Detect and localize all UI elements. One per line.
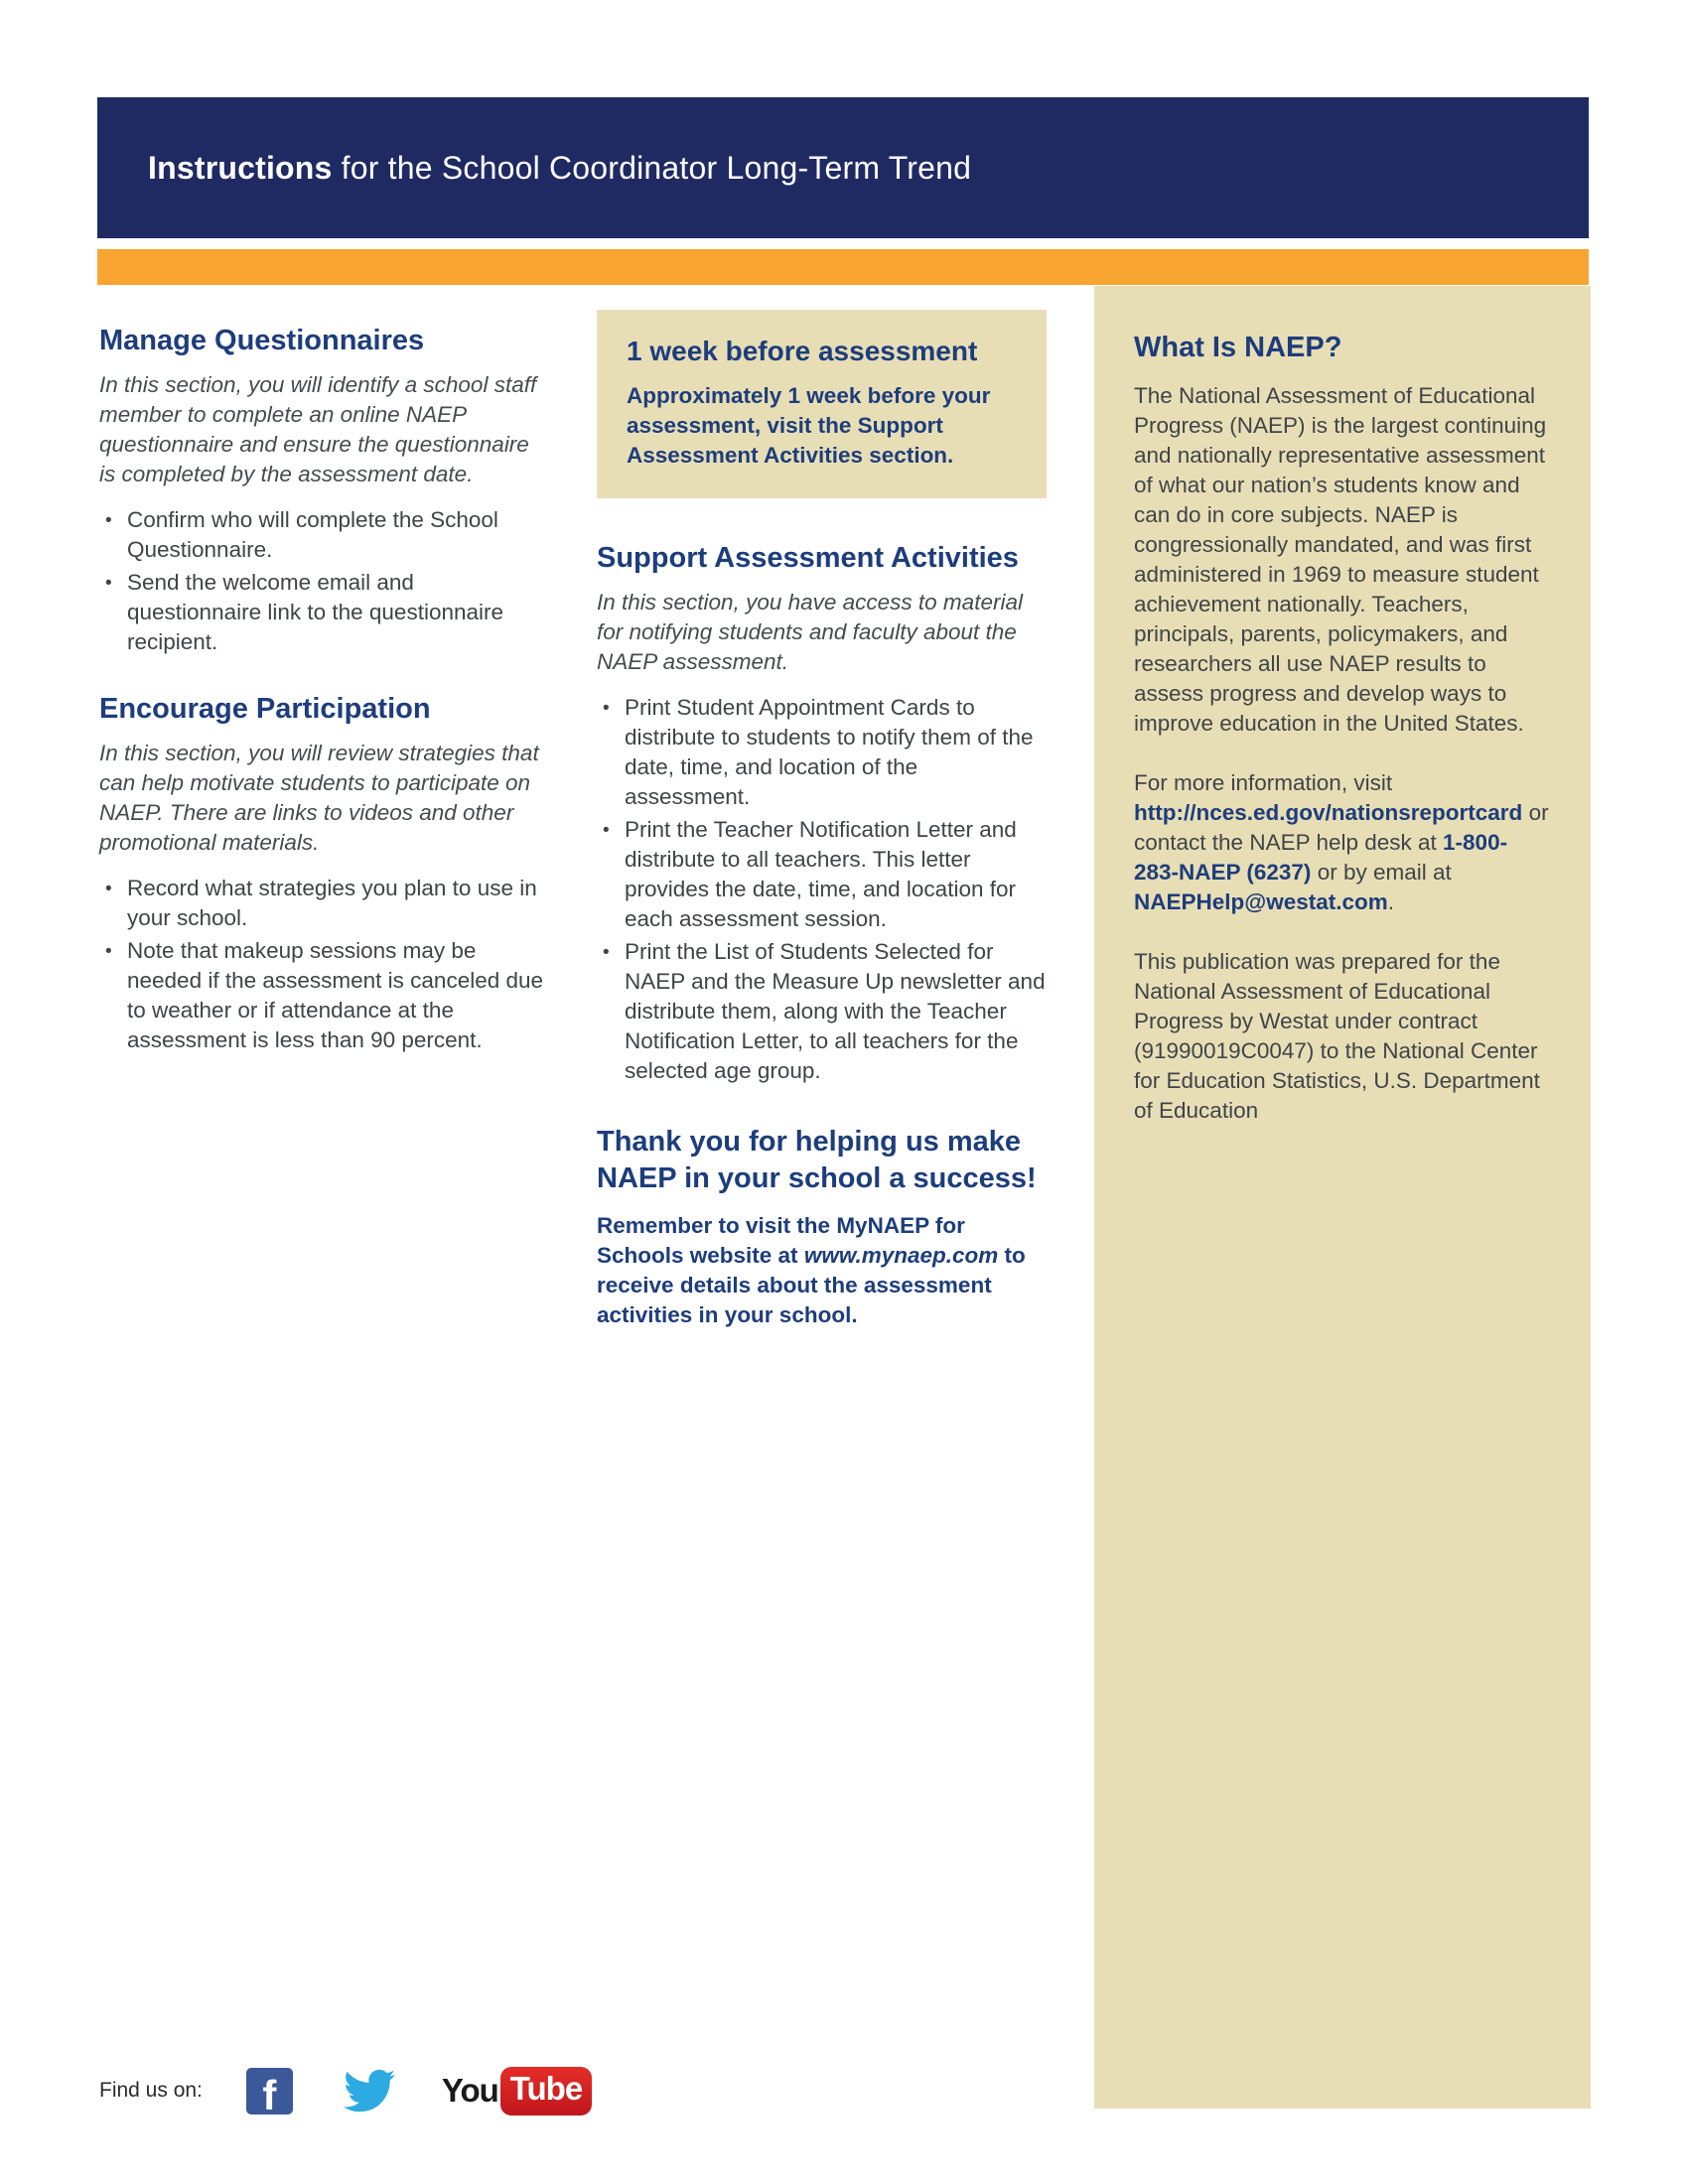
- header-banner: [97, 97, 1589, 238]
- youtube-you-text: You: [441, 2072, 498, 2109]
- remember-text-prefix: Remember to visit the MyNAEP for Schools website at: [597, 1213, 965, 1268]
- callout-heading: 1 week before assessment: [627, 336, 978, 366]
- bullet-list: [99, 505, 551, 657]
- bullet-list: [597, 693, 1047, 1086]
- bullet-item: • Confirm who will complete the School Questionnaire.: [99, 505, 551, 565]
- bullet-item: • Record what strategies you plan to use in your school.: [99, 874, 551, 933]
- section-heading: Support Assessment Activities: [597, 542, 1019, 574]
- middle-column: [597, 310, 1047, 1330]
- naep-description: The National Assessment of Educational Progress (NAEP) is the largest continuing and nationally representative assessment of what our nation’s students know and can do in core subjects. NAEP is congressionally mandated, and was first administered in 1969 to measure student achievement nationally. Teachers, principals, parents, policymakers, and researchers all use NAEP results to assess progress and develop ways to improve education in the United States.: [1134, 383, 1547, 736]
- youtube-icon[interactable]: [442, 2067, 592, 2116]
- thank-you-heading: Thank you for helping us make NAEP in your school a success!: [597, 1126, 1037, 1194]
- remember-note: [597, 1211, 1047, 1330]
- contact-text: or by email at: [1311, 860, 1452, 885]
- facebook-icon[interactable]: [246, 2068, 293, 2115]
- panel-heading: What Is NAEP?: [1134, 332, 1342, 363]
- section-heading: Manage Questionnaires: [99, 325, 425, 356]
- page-title-rest: for the School Coordinator Long-Term Trend: [332, 149, 972, 186]
- social-footer: [99, 2061, 592, 2120]
- callout-body: Approximately 1 week before your assessment, visit the Support Assessment Activities section.: [627, 383, 991, 468]
- contact-text: or contact the NAEP help desk at: [1134, 800, 1549, 855]
- accent-bar: [97, 249, 1589, 285]
- section-intro: In this section, you will review strategies that can help motivate students to participate on NAEP. There are links to videos and other promotional materials.: [99, 741, 539, 855]
- section-heading: Encourage Participation: [99, 693, 431, 725]
- help-email-link[interactable]: NAEPHelp@westat.com: [1134, 889, 1388, 914]
- bullet-item: • Note that makeup sessions may be needed if the assessment is canceled due to weather or if attendance at the assessment is less than 90 percent.: [99, 936, 551, 1055]
- callout-1-week-before: [597, 310, 1047, 498]
- contact-text: For more information, visit: [1134, 770, 1393, 795]
- mynaep-link[interactable]: www.mynaep.com: [803, 1243, 999, 1268]
- page-title: [148, 150, 971, 187]
- section-thank-you: [597, 1124, 1047, 1330]
- bullet-item: • Send the welcome email and questionnaire link to the questionnaire recipient.: [99, 568, 551, 657]
- contact-text: .: [1387, 889, 1395, 914]
- page-title-emphasis: Instructions: [148, 149, 333, 186]
- twitter-icon[interactable]: [339, 2065, 400, 2116]
- nces-link[interactable]: http://nces.ed.gov/nationsreportcard: [1134, 800, 1523, 825]
- what-is-naep-panel: [1094, 286, 1591, 2109]
- section-manage-questionnaires: [99, 323, 551, 657]
- bullet-item: • Print the List of Students Selected for NAEP and the Measure Up newsletter and distribute them, along with the Teacher Notification Letter, to all teachers for the selected age group.: [597, 937, 1047, 1086]
- publication-note: This publication was prepared for the National Assessment of Educational Progress by Westat under contract (91990019C0047) to the National Center for Education Statistics, U.S. Department of Education: [1134, 949, 1540, 1123]
- section-encourage-participation: [99, 691, 551, 1055]
- find-us-label: Find us on:: [99, 2079, 203, 2102]
- facebook-letter: f: [262, 2071, 277, 2115]
- bullet-item: • Print the Teacher Notification Letter and distribute to all teachers. This letter provides the date, time, and location for each assessment session.: [597, 815, 1047, 934]
- contact-info: [1134, 768, 1549, 917]
- bullet-item: • Print Student Appointment Cards to distribute to students to notify them of the date, time, and location of the assessment.: [597, 693, 1047, 812]
- remember-text-suffix: to receive details about the assessment activities in your school.: [597, 1243, 1026, 1327]
- section-intro: In this section, you have access to material for notifying students and faculty about the NAEP assessment.: [597, 590, 1023, 674]
- bullet-list: [99, 874, 551, 1055]
- section-support-assessment-activities: [597, 540, 1047, 1086]
- section-intro: In this section, you will identify a school staff member to complete an online NAEP questionnaire and ensure the questionnaire is completed by the assessment date.: [99, 372, 537, 486]
- youtube-tube-text: Tube: [500, 2067, 592, 2116]
- left-column: [99, 323, 551, 1058]
- helpdesk-phone[interactable]: 1-800-283-NAEP (6237): [1134, 830, 1508, 885]
